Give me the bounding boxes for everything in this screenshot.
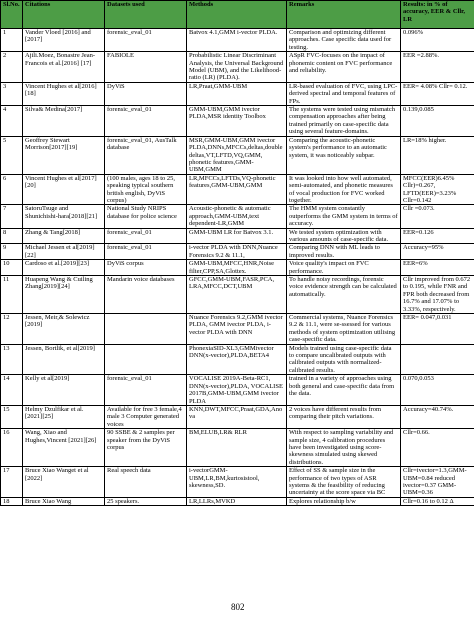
cell-datasets: (100 males, ages 18 to 25, speaking typical southern british english, DyViS corpus) bbox=[105, 174, 187, 205]
cell-datasets: Available for free 3 female,4 male 3 Computer generated voices bbox=[105, 405, 187, 428]
cell-datasets: forensic_eval_01 bbox=[105, 106, 187, 137]
cell-remarks: With respect to sampling variability and sample size, 4 calibration procedures have been investigated using score-skewness simulated using skewed distributions. bbox=[287, 429, 401, 467]
cell-results: EER=6% bbox=[401, 260, 474, 276]
cell-methods: KNN,DWT,MFCC,Praat,GDA,Anova bbox=[187, 405, 287, 428]
cell-results: Cllr improved from 0.672 to 0.195, while FNR and FPR both decreased from 16.7% and 17.07% to 3.33%, respectively. bbox=[401, 276, 474, 314]
cell-datasets: Real speech data bbox=[105, 467, 187, 498]
table-row bbox=[1, 467, 474, 498]
cell-sl: 13 bbox=[1, 344, 23, 375]
cell-results: EER= 0.047,0.031 bbox=[401, 314, 474, 345]
cell-citations: SatoruTsuge and Shunichishi-hara[2018][21] bbox=[23, 205, 105, 228]
header-sl-no: Sl.No. bbox=[1, 1, 23, 29]
cell-datasets bbox=[105, 344, 187, 375]
table-body bbox=[1, 29, 474, 506]
cell-citations: Cardoso et al.[2019][23] bbox=[23, 260, 105, 276]
cell-methods: PhonexiaSID-XL3,GMMivector DNN(x-vector),PLDA,BETA4 bbox=[187, 344, 287, 375]
cell-datasets: 90 SSBE & 2 samples per speaker from the DyViS corpus bbox=[105, 429, 187, 467]
cell-methods: GMM-UBM,MFCC,HNR,Noise filter,CPP,SA,Glottex. bbox=[187, 260, 287, 276]
cell-methods: i-vector PLDA with DNN,Nuance Forensics 9.2 & 11.1, bbox=[187, 244, 287, 260]
cell-remarks: LR-based evaluation of FVC, using LPC-derived spectral and temporal features of FPs. bbox=[287, 82, 401, 105]
cell-results: LR=18% higher. bbox=[401, 136, 474, 174]
cell-methods: LR,LLRs,MVKD bbox=[187, 497, 287, 505]
table-row bbox=[1, 375, 474, 406]
cell-results bbox=[401, 344, 474, 375]
cell-citations: Vander Vloed [2016] and [2017] bbox=[23, 29, 105, 52]
cell-datasets: National Study NRIPS database for police science bbox=[105, 205, 187, 228]
cell-methods: GMM-UBM LR for Batvox 3.1. bbox=[187, 228, 287, 244]
table-row bbox=[1, 29, 474, 52]
cell-methods: Probabilistic Linear Discriminant Analysis, the Universal Background Model (UBM), and the Likelihood-ratio (LR) (PLDA). bbox=[187, 52, 287, 83]
cell-citations: Michael Jessen et al[2019][22] bbox=[23, 244, 105, 260]
cell-methods: GFCC,GMM-UBM,FASR,PCA, LRA,MFCC,DCT,UBM bbox=[187, 276, 287, 314]
header-row bbox=[1, 1, 474, 29]
cell-datasets: FABIOLE bbox=[105, 52, 187, 83]
cell-methods: GMM-UBM,GMM ivector PLDA,MSR identity Toolbox bbox=[187, 106, 287, 137]
cell-results: Cllr=0.66. bbox=[401, 429, 474, 467]
table-row bbox=[1, 276, 474, 314]
cell-results: Cllr=0.16 to 0.12 Δ bbox=[401, 497, 474, 505]
cell-sl: 6 bbox=[1, 174, 23, 205]
table-row bbox=[1, 244, 474, 260]
cell-results: Accuracy=95% bbox=[401, 244, 474, 260]
cell-datasets: forensic_eval_01 bbox=[105, 375, 187, 406]
cell-sl: 8 bbox=[1, 228, 23, 244]
table-row bbox=[1, 344, 474, 375]
table-row bbox=[1, 205, 474, 228]
cell-results: EER= 4.08% Cllr= 0.12. bbox=[401, 82, 474, 105]
cell-results: Cllr =0.073. bbox=[401, 205, 474, 228]
cell-results: 0.096% bbox=[401, 29, 474, 52]
cell-remarks: The systems were tested using mismatch compensation approaches after being trained primarily on case-specific data using several feature-domains. bbox=[287, 106, 401, 137]
cell-sl: 18 bbox=[1, 497, 23, 505]
cell-datasets: DyViS corpus bbox=[105, 260, 187, 276]
header-remarks: Remarks bbox=[287, 1, 401, 29]
cell-datasets: DyViS bbox=[105, 82, 187, 105]
table-row bbox=[1, 405, 474, 428]
cell-citations: Silva& Medina[2017] bbox=[23, 106, 105, 137]
table-row bbox=[1, 106, 474, 137]
table-row bbox=[1, 174, 474, 205]
cell-citations: Wang, Xiao and Hughes,Vincent [2021][26] bbox=[23, 429, 105, 467]
cell-citations: Bruce Xiao Wang bbox=[23, 497, 105, 505]
table-row bbox=[1, 429, 474, 467]
cell-remarks: ASpR FVC-focuses on the impact of phonemic content on FVC performance and reliability. bbox=[287, 52, 401, 83]
table-row bbox=[1, 314, 474, 345]
cell-sl: 4 bbox=[1, 106, 23, 137]
cell-remarks: Effect of SS & sample size in the performance of two types of ASR systems & the feasibility of reducing uncertainty at the score space via BC bbox=[287, 467, 401, 498]
cell-datasets: 25 speakers. bbox=[105, 497, 187, 505]
cell-remarks: Comparing DNN with ML leads to improved results. bbox=[287, 244, 401, 260]
cell-methods: LR,MFCCs,LFTDs,VQ-phonetic features,GMM-UBM,GMM bbox=[187, 174, 287, 205]
page-number: 802 bbox=[231, 602, 245, 612]
cell-sl: 16 bbox=[1, 429, 23, 467]
cell-methods: Acoustic-phonetic & automatic approach,GMM-UBM,text dependent-LR,GMM bbox=[187, 205, 287, 228]
cell-sl: 5 bbox=[1, 136, 23, 174]
cell-remarks: 2 voices have different results from comparing their pitch variations. bbox=[287, 405, 401, 428]
table-row bbox=[1, 136, 474, 174]
cell-remarks: Comparing the acoustic-phonetic system's performance to an automatic system, it was noticeably subpar. bbox=[287, 136, 401, 174]
cell-datasets: Mandarin voice databases bbox=[105, 276, 187, 314]
table-row bbox=[1, 228, 474, 244]
cell-results: EER=0.126 bbox=[401, 228, 474, 244]
cell-datasets: forensic_eval_01, AusTalk database bbox=[105, 136, 187, 174]
cell-remarks: Models trained using case-specific data to compare uncalibrated outputs with calibrated outputs with normalized-calibrated results. bbox=[287, 344, 401, 375]
cell-methods: Nuance Forensics 9.2,GMM ivector PLDA, GMM ivector PLDA, i-vector PLDA with DNN bbox=[187, 314, 287, 345]
cell-datasets: forensic_eval_01 bbox=[105, 29, 187, 52]
cell-citations: Ajili.Moez, Bonastre Jean-Francois et al.[2016] [17] bbox=[23, 52, 105, 83]
table-row bbox=[1, 260, 474, 276]
cell-methods: i-vectorGMM-UBM,LR,BM,kurtosistool, skewness,SD. bbox=[187, 467, 287, 498]
cell-sl: 2 bbox=[1, 52, 23, 83]
cell-results: 0.139,0.085 bbox=[401, 106, 474, 137]
cell-citations: Helmy Dzulfikar et al. [2021][25] bbox=[23, 405, 105, 428]
header-results: Results: in % of accuracy, EER & Cllr, LR bbox=[401, 1, 474, 29]
cell-results: Cllr=ivector=1.3,GMM-UBM=0.84 reduced ivector=0.37 GMM-UBM=0.36 bbox=[401, 467, 474, 498]
cell-citations: Zhang & Tang[2018] bbox=[23, 228, 105, 244]
cell-datasets: forensic_eval_01 bbox=[105, 244, 187, 260]
cell-sl: 11 bbox=[1, 276, 23, 314]
cell-remarks: Commercial systems, Nuance Forensics 9.2 & 11.1, were se-ssessed for various methods of system optimization utilising case-specific data. bbox=[287, 314, 401, 345]
cell-methods: MSR,GMM-UBM,GMM ivector PLDA,DNNs,MFCCs,deltas,double deltas,VT,LFTD,VQ,GMM, phonetic features,GMM-UBM,GMM bbox=[187, 136, 287, 174]
cell-methods: VOCALISE 2019A-Beta-RC1, DNN(x-vector),PLDA, VOCALISE 2017B,GMM-UBM,GMM ivector PLDA bbox=[187, 375, 287, 406]
cell-remarks: It was looked into how well automated, semi-automated, and phonetic measures of vocal production for FVC worked together. bbox=[287, 174, 401, 205]
table-row bbox=[1, 82, 474, 105]
cell-citations: Jessen, Bortlik, et al[2019] bbox=[23, 344, 105, 375]
cell-citations: Vincent Hughes et al[2017][20] bbox=[23, 174, 105, 205]
cell-methods: BM,ELUB,LR& RLR bbox=[187, 429, 287, 467]
cell-citations: Huapeng Wang & Cuiling Zhang[2019][24] bbox=[23, 276, 105, 314]
cell-sl: 12 bbox=[1, 314, 23, 345]
cell-citations: Vincent Hughes et al[2016] [18] bbox=[23, 82, 105, 105]
header-datasets: Datasets used bbox=[105, 1, 187, 29]
cell-citations: Jessen, Meir,& Solewicz [2019] bbox=[23, 314, 105, 345]
cell-sl: 7 bbox=[1, 205, 23, 228]
cell-citations: Kelly et al[2019] bbox=[23, 375, 105, 406]
cell-remarks: We tested system optimization with various amounts of case-specific data. bbox=[287, 228, 401, 244]
cell-methods: LR,Praat,GMM-UBM bbox=[187, 82, 287, 105]
table-row bbox=[1, 497, 474, 505]
cell-remarks: Comparison and optimizing different approaches. Case specific data used for testing. bbox=[287, 29, 401, 52]
cell-citations: Bruce Xiao Wanget et al [2022] bbox=[23, 467, 105, 498]
table-row bbox=[1, 52, 474, 83]
cell-remarks: Voice quality's impact on FVC performance. bbox=[287, 260, 401, 276]
cell-sl: 15 bbox=[1, 405, 23, 428]
cell-results: MFCC(EER)6.45% Cllr)=0.267, LFTD(EER)=3.23% Cllr=0.142 bbox=[401, 174, 474, 205]
cell-datasets bbox=[105, 314, 187, 345]
cell-remarks: trained in a variety of approaches using both general and case-specific data from the data. bbox=[287, 375, 401, 406]
cell-sl: 3 bbox=[1, 82, 23, 105]
cell-sl: 17 bbox=[1, 467, 23, 498]
cell-sl: 10 bbox=[1, 260, 23, 276]
header-citations: Citations bbox=[23, 1, 105, 29]
cell-remarks: To handle noisy recordings, forensic voice evidence strength can be calculated automatically. bbox=[287, 276, 401, 314]
cell-results: EER =2.88%. bbox=[401, 52, 474, 83]
cell-sl: 14 bbox=[1, 375, 23, 406]
cell-sl: 9 bbox=[1, 244, 23, 260]
cell-datasets: forensic_eval_01 bbox=[105, 228, 187, 244]
cell-sl: 1 bbox=[1, 29, 23, 52]
cell-methods: Batvox 4.1,GMM i-vector PLDA. bbox=[187, 29, 287, 52]
cell-results: 0.070,0.053 bbox=[401, 375, 474, 406]
cell-remarks: Explores relationship b/w bbox=[287, 497, 401, 505]
cell-citations: Geoffrey Stewart Morrison[2017][19] bbox=[23, 136, 105, 174]
cell-results: Accuracy=40.74%. bbox=[401, 405, 474, 428]
cell-remarks: The HMM system constantly outperforms the GMM system in terms of accuracy. bbox=[287, 205, 401, 228]
header-methods: Methods bbox=[187, 1, 287, 29]
